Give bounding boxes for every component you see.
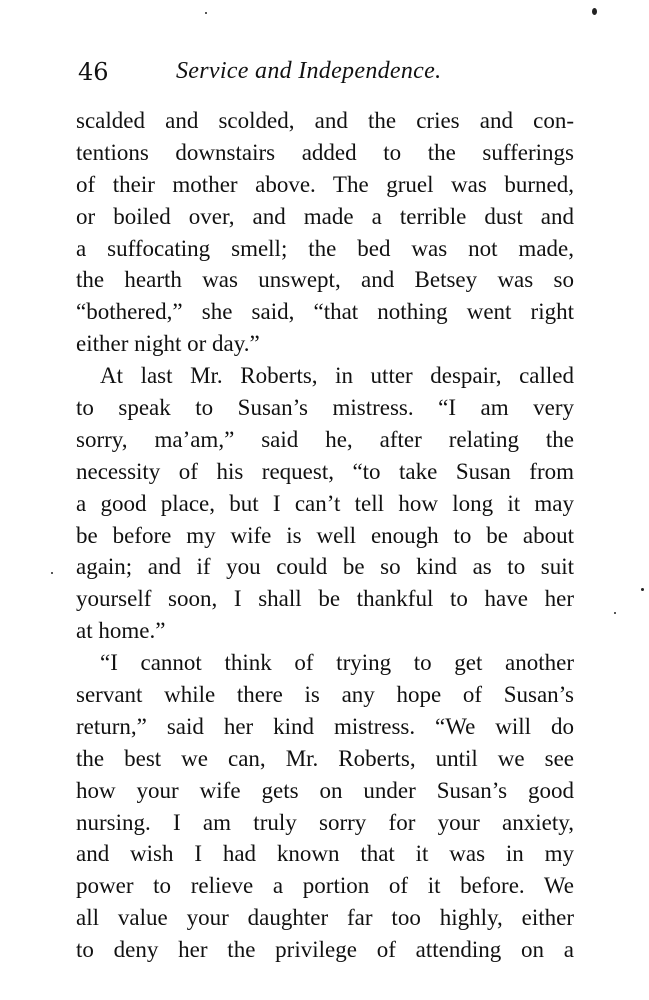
text-line: how your wife gets on under Susan’s good: [76, 777, 574, 803]
text-line: again; and if you could be so kind as to suit: [76, 554, 574, 580]
text-line: nursing. I am truly sorry for your anxiety,: [76, 809, 574, 835]
body-text: [76, 105, 574, 966]
page-number: 46: [78, 58, 109, 86]
text-line: the hearth was unswept, and Betsey was so: [76, 267, 574, 293]
text-line: or boiled over, and made a terrible dust and: [76, 203, 574, 229]
text-line: the best we can, Mr. Roberts, until we see: [76, 745, 574, 771]
print-speck: [614, 612, 616, 614]
text-line: a good place, but I can’t tell how long it may: [76, 490, 574, 516]
print-speck: [205, 12, 207, 14]
text-line: scalded and scolded, and the cries and con-: [76, 108, 574, 133]
text-line: tentions downstairs added to the sufferings: [76, 139, 574, 165]
text-line: return,” said her kind mistress. “We will do: [76, 713, 574, 739]
text-line: to deny her the privilege of attending on a: [76, 937, 574, 963]
print-speck: [641, 588, 644, 591]
page-header: [78, 58, 578, 94]
text-line: At last Mr. Roberts, in utter despair, called: [100, 363, 574, 389]
text-line: sorry, ma’am,” said he, after relating the: [76, 426, 574, 452]
text-line: “I cannot think of trying to get another: [100, 650, 574, 676]
running-title: Service and Independence.: [176, 58, 442, 84]
print-speck: [592, 8, 597, 15]
text-line: of their mother above. The gruel was burned,: [76, 171, 574, 197]
text-line: “bothered,” she said, “that nothing went right: [76, 299, 574, 325]
print-speck: [51, 572, 53, 574]
text-line: all value your daughter far too highly, either: [76, 905, 574, 931]
text-line: be before my wife is well enough to be about: [76, 522, 574, 548]
text-line: servant while there is any hope of Susan’s: [76, 682, 574, 708]
text-line: either night or day.”: [76, 331, 260, 357]
text-line: to speak to Susan’s mistress. “I am very: [76, 395, 574, 421]
text-line: power to relieve a portion of it before. We: [76, 873, 574, 899]
text-line: at home.”: [76, 618, 166, 644]
text-line: and wish I had known that it was in my: [76, 841, 574, 867]
text-line: a suffocating smell; the bed was not made,: [76, 235, 574, 261]
text-line: necessity of his request, “to take Susan from: [76, 458, 574, 484]
text-line: yourself soon, I shall be thankful to have her: [76, 586, 574, 612]
